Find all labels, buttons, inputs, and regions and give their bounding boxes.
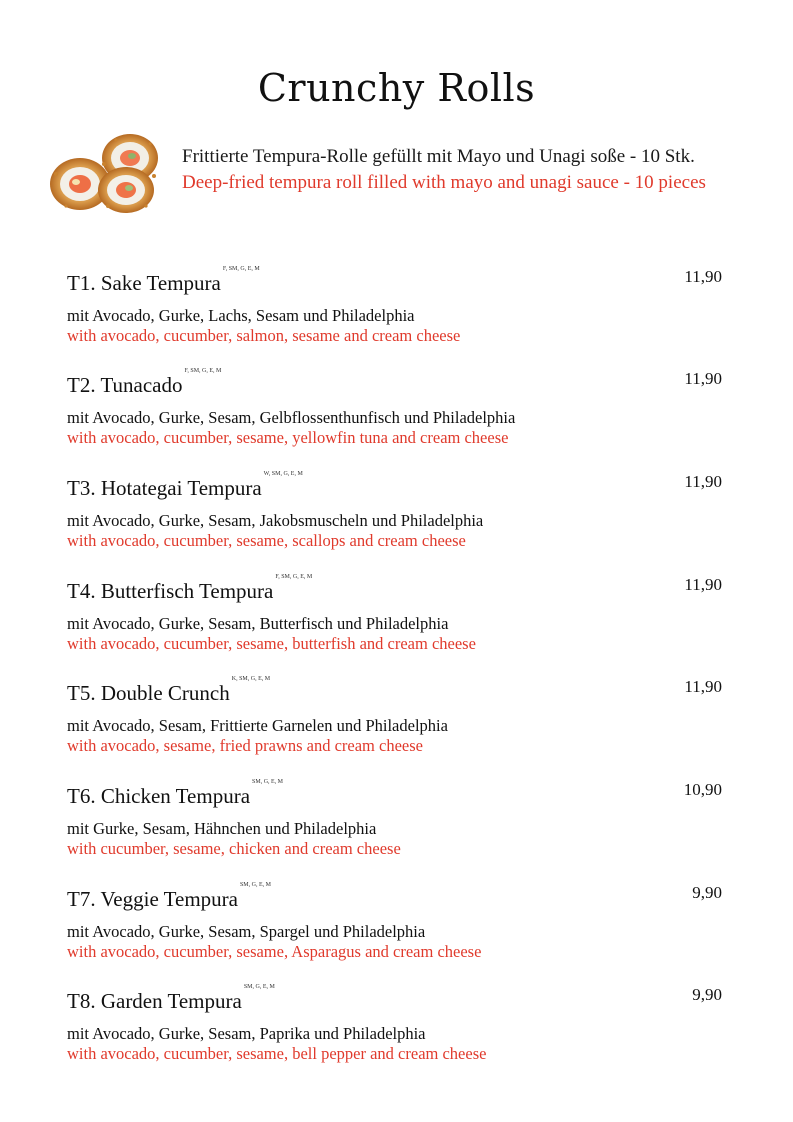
item-allergens: SM, G, E, M bbox=[243, 984, 275, 990]
item-price: 9,90 bbox=[692, 883, 722, 902]
item-name: T3. Hotategai Tempura bbox=[67, 476, 262, 500]
menu-item bbox=[67, 473, 727, 550]
crunchy-roll-photo bbox=[46, 128, 162, 214]
intro-german: Frittierte Tempura-Rolle gefüllt mit Mayo und Unagi soße - 10 Stk. bbox=[182, 146, 695, 167]
item-description-english: with avocado, cucumber, sesame, butterfish and cream cheese bbox=[67, 634, 476, 653]
menu-item bbox=[67, 268, 727, 345]
item-description-english: with avocado, cucumber, sesame, bell pepper and cream cheese bbox=[67, 1044, 487, 1063]
item-description-english: with avocado, cucumber, sesame, yellowfin tuna and cream cheese bbox=[67, 428, 509, 447]
item-name: T4. Butterfisch Tempura bbox=[67, 579, 274, 603]
item-price: 11,90 bbox=[684, 267, 722, 286]
menu-item bbox=[67, 884, 727, 961]
item-description-german: mit Avocado, Gurke, Sesam, Paprika und Philadelphia bbox=[67, 1024, 426, 1043]
item-price: 11,90 bbox=[684, 677, 722, 696]
item-description-english: with avocado, cucumber, sesame, Asparagus and cream cheese bbox=[67, 942, 482, 961]
item-description-english: with avocado, cucumber, salmon, sesame and cream cheese bbox=[67, 326, 461, 345]
menu-item bbox=[67, 781, 727, 858]
item-allergens: K, SM, G, E, M bbox=[231, 676, 271, 682]
item-description-german: mit Avocado, Gurke, Sesam, Spargel und Philadelphia bbox=[67, 922, 426, 941]
item-allergens: SM, G, E, M bbox=[239, 882, 271, 888]
intro bbox=[182, 144, 782, 196]
item-description-english: with avocado, cucumber, sesame, scallops and cream cheese bbox=[67, 531, 466, 550]
item-description-german: mit Avocado, Gurke, Sesam, Jakobsmuscheln und Philadelphia bbox=[67, 511, 484, 530]
intro-english: Deep-fried tempura roll filled with mayo and unagi sauce - 10 pieces bbox=[182, 172, 706, 193]
item-price: 11,90 bbox=[684, 575, 722, 594]
item-price: 9,90 bbox=[692, 985, 722, 1004]
item-name: T8. Garden Tempura bbox=[67, 989, 242, 1013]
item-description-german: mit Avocado, Gurke, Sesam, Butterfisch und Philadelphia bbox=[67, 614, 449, 633]
item-price: 11,90 bbox=[684, 472, 722, 491]
item-description-english: with cucumber, sesame, chicken and cream cheese bbox=[67, 839, 401, 858]
item-price: 10,90 bbox=[683, 780, 722, 799]
item-name: T2. Tunacado bbox=[67, 373, 183, 397]
item-description-english: with avocado, sesame, fried prawns and cream cheese bbox=[67, 736, 423, 755]
menu-item bbox=[67, 986, 727, 1063]
item-description-german: mit Avocado, Gurke, Lachs, Sesam und Philadelphia bbox=[67, 306, 415, 325]
item-allergens: F, SM, G, E, M bbox=[184, 368, 222, 374]
item-allergens: W, SM, G, E, M bbox=[263, 471, 303, 477]
item-description-german: mit Avocado, Sesam, Frittierte Garnelen und Philadelphia bbox=[67, 716, 448, 735]
menu-item bbox=[67, 370, 727, 447]
item-description-german: mit Avocado, Gurke, Sesam, Gelbflossenthunfisch und Philadelphia bbox=[67, 408, 516, 427]
item-name: T1. Sake Tempura bbox=[67, 271, 221, 295]
item-description-german: mit Gurke, Sesam, Hähnchen und Philadelphia bbox=[67, 819, 377, 838]
item-allergens: F, SM, G, E, M bbox=[222, 266, 260, 272]
item-price: 11,90 bbox=[684, 369, 722, 388]
item-name: T6. Chicken Tempura bbox=[67, 784, 251, 808]
menu-item bbox=[67, 576, 727, 653]
menu-item bbox=[67, 678, 727, 755]
item-name: T5. Double Crunch bbox=[67, 681, 230, 705]
item-name: T7. Veggie Tempura bbox=[67, 887, 238, 911]
item-allergens: SM, G, E, M bbox=[252, 779, 284, 785]
item-allergens: F, SM, G, E, M bbox=[275, 574, 313, 580]
page-title: Crunchy Rolls bbox=[257, 66, 536, 110]
